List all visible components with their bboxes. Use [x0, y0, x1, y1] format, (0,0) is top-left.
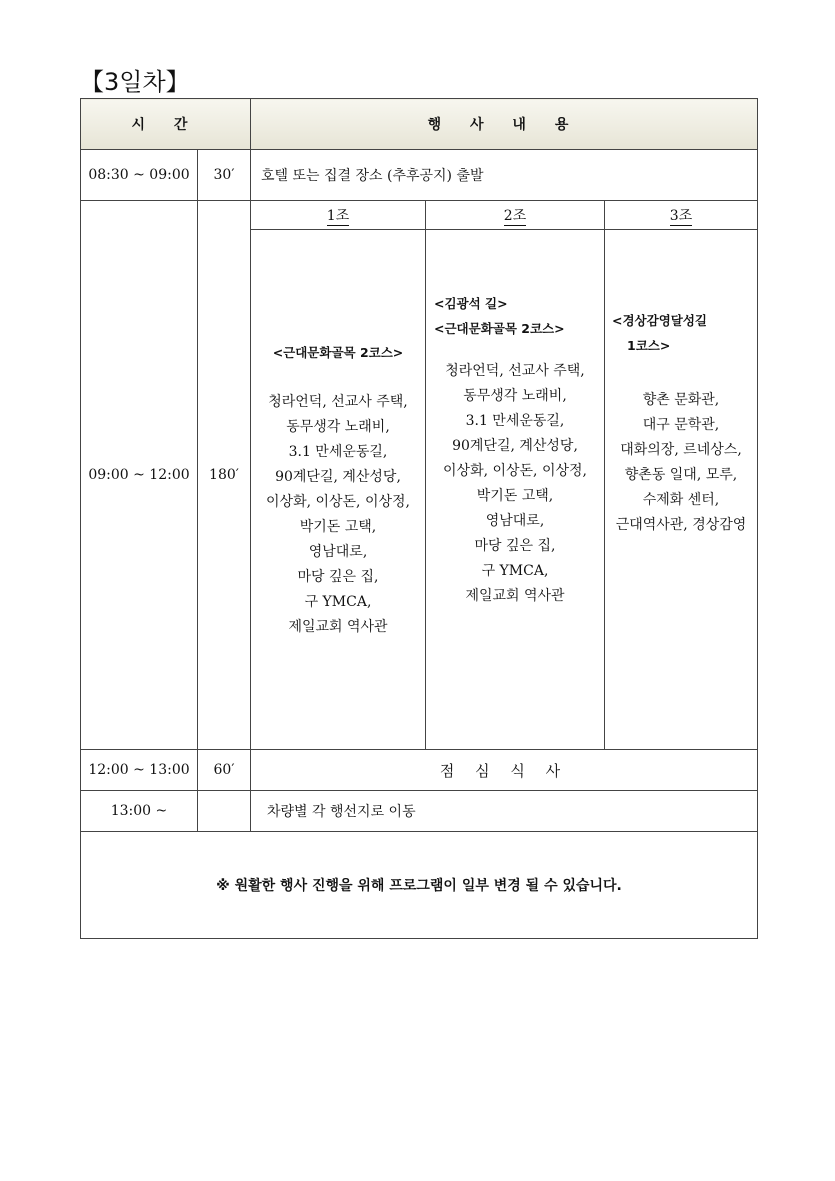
group-2-title-2: <근대문화골목 2코스> — [434, 320, 565, 336]
group-1-label: 1조 — [251, 201, 426, 230]
group-1-course — [251, 230, 426, 750]
list-item: 3.1 만세운동길, — [465, 412, 565, 429]
move-duration — [198, 791, 251, 832]
list-item: 90계단길, 계산성당, — [275, 468, 401, 485]
lunch-time: 12:00 ~ 13:00 — [81, 750, 198, 791]
list-item: 근대역사관, 경상감영 — [615, 517, 747, 533]
list-item: 영남대로, — [308, 543, 368, 560]
list-item: 이상화, 이상돈, 이상정, — [266, 493, 410, 510]
day-title: 【3일차】 — [80, 68, 190, 96]
list-item: 동무생각 노래비, — [463, 387, 567, 404]
header-content: 행 사 내 용 — [251, 99, 758, 150]
header-time: 시 간 — [81, 99, 251, 150]
list-item: 제일교회 역사관 — [465, 587, 565, 604]
list-item: 영남대로, — [485, 512, 545, 529]
list-item: 박기돈 고택, — [299, 518, 377, 535]
list-item: 3.1 만세운동길, — [288, 443, 388, 460]
list-item: 마당 깊은 집, — [474, 537, 556, 554]
list-item: 90계단길, 계산성당, — [452, 437, 578, 454]
list-item: 마당 깊은 집, — [297, 568, 379, 585]
list-item: 향촌동 일대, 모루, — [624, 467, 738, 483]
lunch-content: 점 심 식 사 — [251, 750, 758, 791]
list-item: 구 YMCA, — [481, 562, 549, 579]
group-2-label: 2조 — [426, 201, 605, 230]
group-2-course — [426, 230, 605, 750]
list-item: 대구 문학관, — [642, 417, 720, 433]
group-3-title-1: <경상감영달성길 — [612, 313, 707, 328]
tour-time: 09:00 ~ 12:00 — [81, 201, 198, 750]
move-content: 차량별 각 행선지로 이동 — [251, 791, 758, 832]
list-item: 청라언덕, 선교사 주택, — [445, 362, 585, 379]
lunch-duration: 60′ — [198, 750, 251, 791]
group-2-title-1: <김광석 길> — [434, 295, 508, 311]
list-item: 구 YMCA, — [304, 593, 372, 610]
group-3-course — [605, 230, 758, 750]
list-item: 청라언덕, 선교사 주택, — [268, 393, 408, 410]
tour-duration: 180′ — [198, 201, 251, 750]
group-3-title-2: 1코스> — [627, 338, 671, 353]
list-item: 동무생각 노래비, — [286, 418, 390, 435]
departure-content: 호텔 또는 집결 장소 (추후공지) 출발 — [251, 150, 758, 201]
departure-time: 08:30 ~ 09:00 — [81, 150, 198, 201]
departure-duration: 30′ — [198, 150, 251, 201]
schedule-table — [80, 98, 758, 939]
list-item: 향촌 문화관, — [642, 392, 720, 408]
group-3-label: 3조 — [605, 201, 758, 230]
list-item: 이상화, 이상돈, 이상정, — [443, 462, 587, 479]
list-item: 박기돈 고택, — [476, 487, 554, 504]
group-1-title: <근대문화골목 2코스> — [272, 344, 404, 360]
list-item: 대화의장, 르네상스, — [620, 442, 742, 458]
schedule-note: ※ 원활한 행사 진행을 위해 프로그램이 일부 변경 될 수 있습니다. — [81, 832, 758, 939]
move-time: 13:00 ~ — [81, 791, 198, 832]
list-item: 제일교회 역사관 — [288, 618, 388, 635]
list-item: 수제화 센터, — [642, 492, 720, 508]
